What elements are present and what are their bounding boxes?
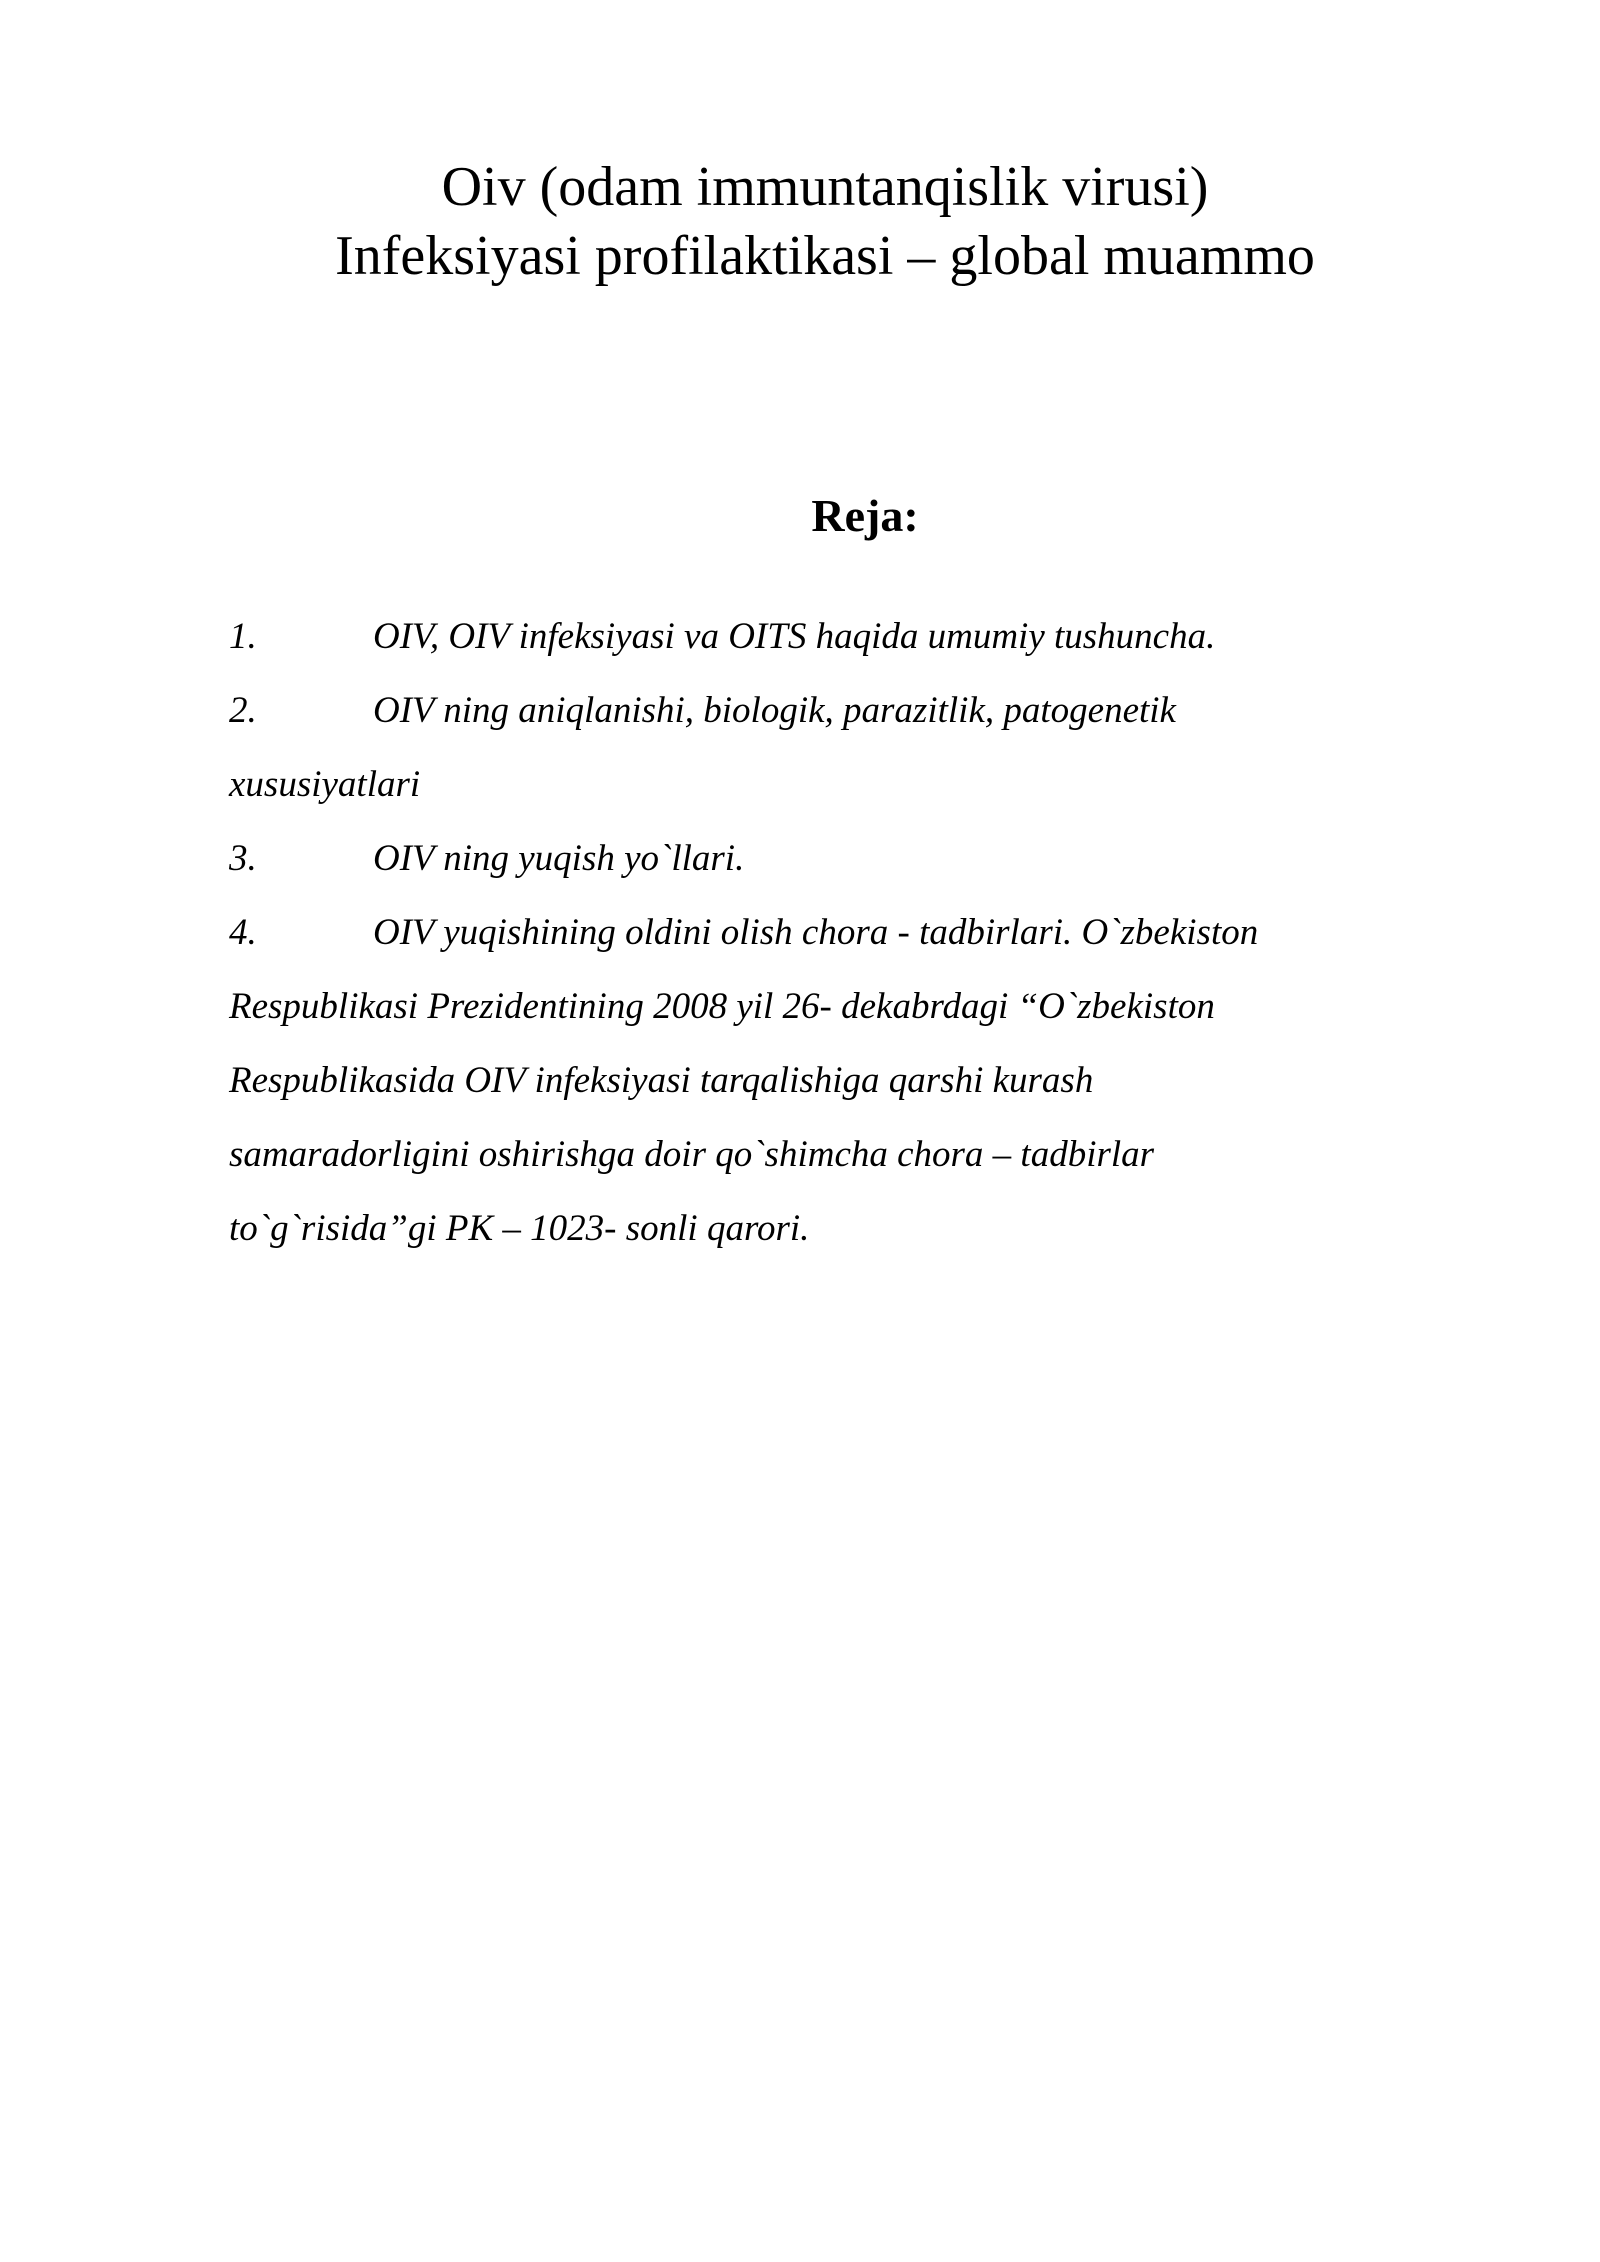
plan-item-text: xususiyatlari [229,764,421,805]
title-line-2: Infeksiyasi profilaktikasi – global muammo [335,225,1315,287]
plan-item-text: OIV yuqishining oldini olish chora - tadbirlari. O`zbekiston [373,912,1259,953]
plan-item-text: to`g`risida”gi PK – 1023- sonli qarori. [229,1208,810,1249]
plan-item-text: OIV, OIV infeksiyasi va OITS haqida umumiy tushuncha. [373,616,1216,657]
plan-item-number: 2. [229,690,257,731]
title-line-1: Oiv (odam immuntanqislik virusi) [441,156,1209,218]
plan-list [229,600,1429,1266]
plan-item-1 [229,600,1429,674]
plan-item-text: Respublikasida OIV infeksiyasi tarqalishiga qarshi kurash [229,1060,1094,1101]
plan-item-text: Respublikasi Prezidentining 2008 yil 26- dekabrdagi “O`zbekiston [229,986,1215,1027]
plan-heading: Reja: [811,490,919,541]
plan-item-2 [229,674,1429,822]
plan-item-number: 4. [229,912,257,953]
plan-item-text: OIV ning aniqlanishi, biologik, parazitlik, patogenetik [373,690,1176,731]
plan-item-3 [229,822,1429,896]
document-title [0,153,1600,291]
plan-item-number: 1. [229,616,257,657]
plan-item-text: samaradorligini oshirishga doir qo`shimcha chora – tadbirlar [229,1134,1155,1175]
plan-item-text: OIV ning yuqish yo`llari. [373,838,745,879]
plan-item-4 [229,896,1429,1266]
plan-item-number: 3. [229,838,257,879]
